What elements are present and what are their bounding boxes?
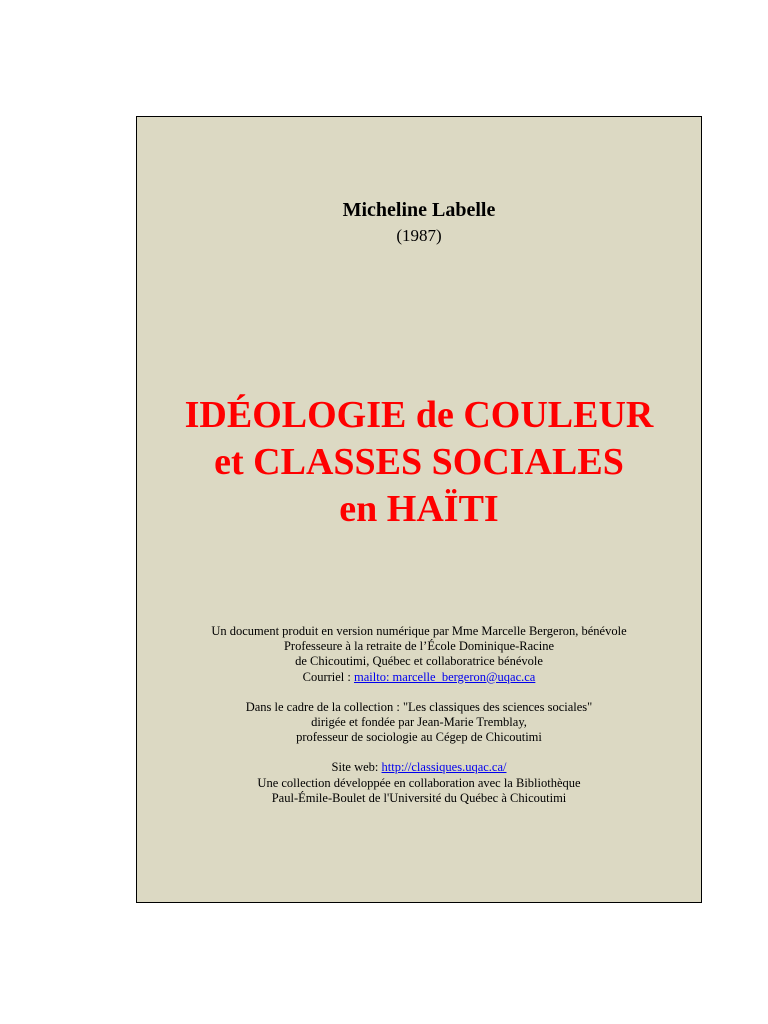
- website-line: [137, 760, 701, 775]
- production-line-1: Un document produit en version numérique par Mme Marcelle Bergeron, bénévole: [211, 624, 627, 638]
- title-line-2: et CLASSES SOCIALES: [214, 441, 624, 483]
- credits-block: [137, 624, 701, 821]
- collection-line-3: professeur de sociologie au Cégep de Chicoutimi: [296, 730, 542, 745]
- collection-line-2: dirigée et fondée par Jean-Marie Tremblay,: [311, 715, 527, 730]
- production-credits: [137, 624, 701, 685]
- email-line: [137, 670, 701, 685]
- website-credits: [137, 760, 701, 806]
- website-label: Site web:: [331, 760, 382, 775]
- author-block: [137, 198, 701, 246]
- website-line-3: Paul-Émile-Boulet de l'Université du Québec à Chicoutimi: [271, 790, 567, 805]
- website-link[interactable]: http://classiques.uqac.ca/: [381, 760, 507, 775]
- production-line-2: Professeure à la retraite de l’École Dominique-Racine: [283, 639, 555, 654]
- website-line-2: Une collection développée en collaboration avec la Bibliothèque: [257, 775, 581, 790]
- document-title: [137, 392, 701, 533]
- publication-year: (1987): [396, 226, 442, 245]
- production-line-3: de Chicoutimi, Québec et collaboratrice bénévole: [295, 654, 543, 669]
- cover-page: [136, 116, 702, 903]
- author-name: Micheline Labelle: [342, 199, 496, 221]
- collection-line-1: Dans le cadre de la collection : "Les classiques des sciences sociales": [245, 699, 593, 714]
- collection-credits: [137, 700, 701, 746]
- title-line-1: IDÉOLOGIE de COULEUR: [184, 394, 654, 436]
- email-link[interactable]: mailto: marcelle_bergeron@uqac.ca: [354, 669, 536, 684]
- email-label: Courriel :: [302, 669, 355, 684]
- title-line-3: en HAÏTI: [339, 488, 499, 530]
